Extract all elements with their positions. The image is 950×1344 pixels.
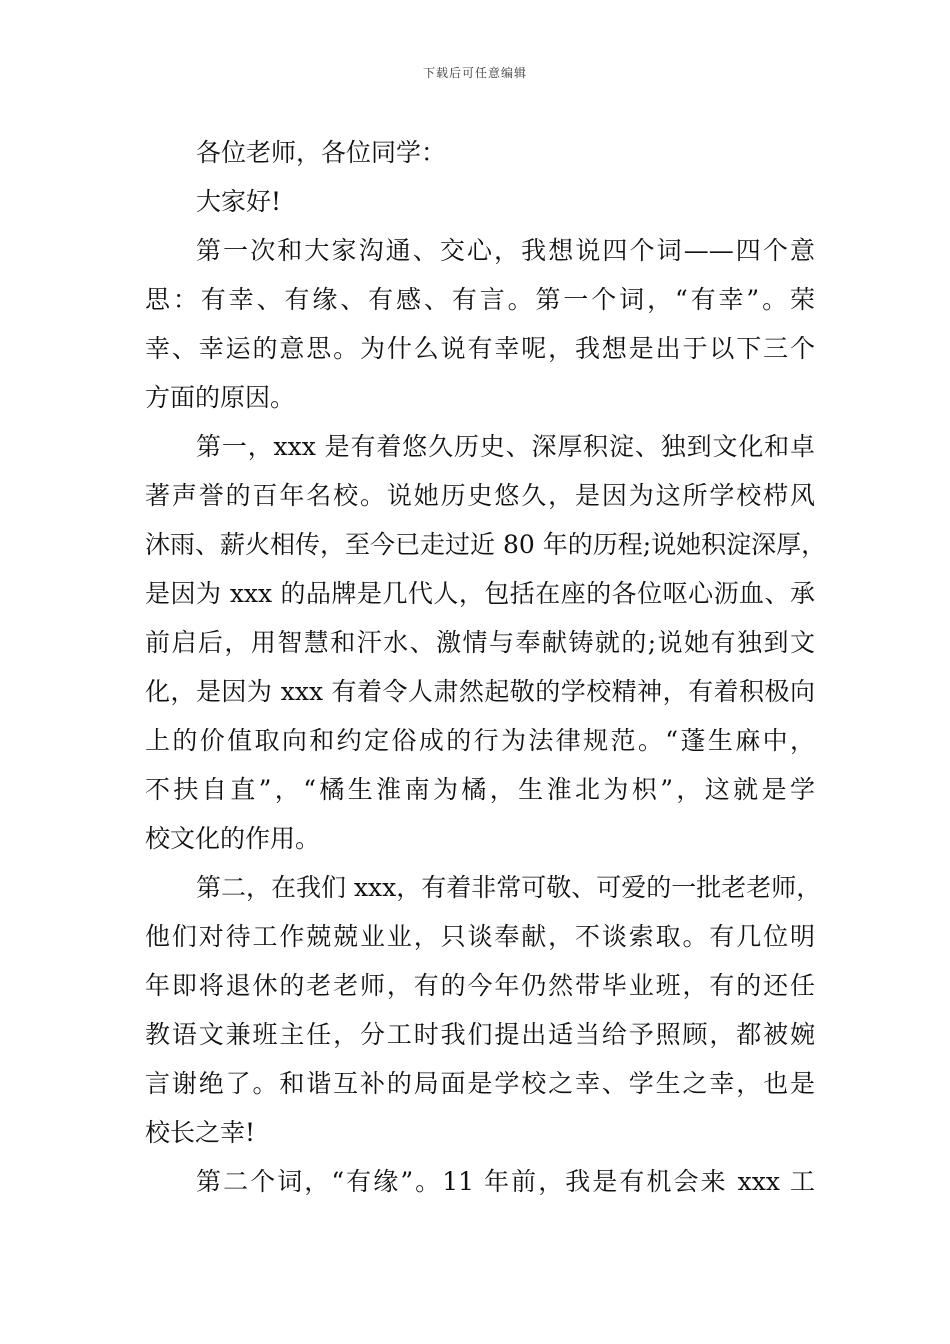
- text-line: 第一次和大家沟通、交心，我想说四个词——四个意: [196, 236, 815, 265]
- text-line: 化，是因为 xxx 有着令人肃然起敬的学校精神，有着积极向: [145, 677, 815, 706]
- text-line: 著声誉的百年名校。说她历史悠久，是因为这所学校栉风: [145, 481, 815, 510]
- text-line: 思：有幸、有缘、有感、有言。第一个词，“有幸”。荣: [145, 285, 815, 314]
- text-line: 各位老师，各位同学：: [196, 138, 447, 167]
- text-line: 大家好!: [196, 187, 282, 216]
- text-line: 第二，在我们 xxx，有着非常可敬、可爱的一批老老师，: [196, 873, 822, 902]
- page-header: 下载后可任意编辑: [422, 66, 527, 80]
- text-line: 言谢绝了。和谐互补的局面是学校之幸、学生之幸，也是: [145, 1069, 815, 1098]
- text-line: 不扶自直”，“橘生淮南为橘，生淮北为枳”，这就是学: [145, 775, 815, 804]
- text-line: 第二个词，“有缘”。11 年前，我是有机会来 xxx 工: [196, 1167, 815, 1196]
- text-line: 他们对待工作兢兢业业，只谈奉献，不谈索取。有几位明: [145, 922, 815, 951]
- text-line: 幸、幸运的意思。为什么说有幸呢，我想是出于以下三个: [145, 334, 815, 363]
- text-line: 沐雨、薪火相传，至今已走过近 80 年的历程;说她积淀深厚，: [145, 530, 827, 559]
- document-body: [145, 128, 827, 1206]
- text-line: 年即将退休的老老师，有的今年仍然带毕业班，有的还任: [145, 971, 815, 1000]
- text-line: 前启后，用智慧和汗水、激情与奉献铸就的;说她有独到文: [145, 628, 815, 657]
- text-line: 是因为 xxx 的品牌是几代人，包括在座的各位呕心沥血、承: [145, 579, 815, 608]
- text-line: 校长之幸!: [145, 1118, 256, 1147]
- text-line: 教语文兼班主任，分工时我们提出适当给予照顾，都被婉: [145, 1020, 815, 1049]
- text-line: 校文化的作用。: [145, 824, 321, 853]
- text-line: 第一，xxx 是有着悠久历史、深厚积淀、独到文化和卓: [196, 432, 815, 461]
- text-line: 上的价值取向和约定俗成的行为法律规范。“蓬生麻中，: [145, 726, 815, 755]
- text-line: 方面的原因。: [145, 383, 296, 412]
